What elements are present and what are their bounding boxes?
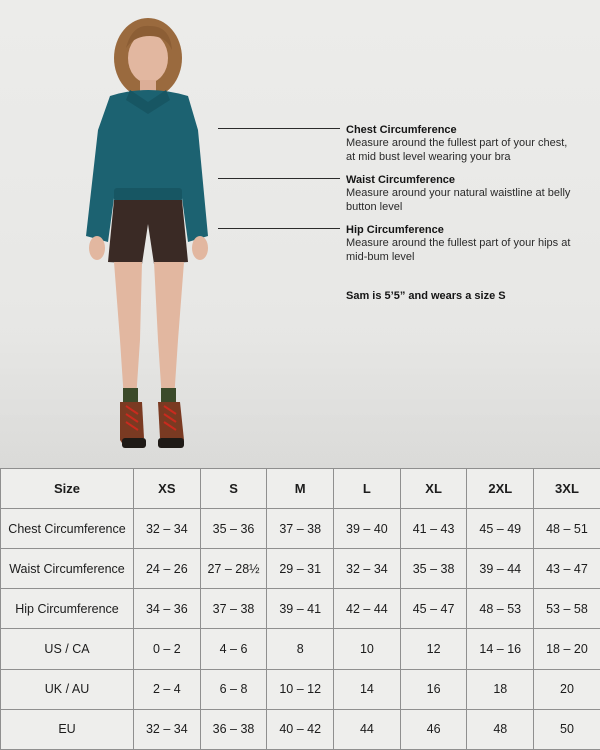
table-row-eu — [1, 709, 600, 749]
table-cell: 46 — [400, 709, 467, 749]
row-label: Hip Circumference — [1, 589, 134, 629]
table-row-us-ca — [1, 629, 600, 669]
row-label: Chest Circumference — [1, 509, 134, 549]
size-header-row — [1, 469, 600, 509]
waist-callout-title: Waist Circumference — [346, 174, 456, 186]
table-cell: 39 – 40 — [334, 509, 401, 549]
hip-callout-title: Hip Circumference — [346, 224, 444, 236]
table-cell: 36 – 38 — [200, 709, 267, 749]
chest-callout-title: Chest Circumference — [346, 124, 457, 136]
table-cell: 2 – 4 — [134, 669, 201, 709]
model-figure — [70, 10, 240, 460]
header-xl: XL — [400, 469, 467, 509]
table-cell: 45 – 47 — [400, 589, 467, 629]
table-cell: 44 — [334, 709, 401, 749]
header-m: M — [267, 469, 334, 509]
waist-callout-desc: Measure around your natural waistline at belly button level — [346, 187, 571, 213]
table-cell: 20 — [534, 669, 600, 709]
waist-callout — [346, 173, 576, 214]
header-l: L — [334, 469, 401, 509]
table-row-chest — [1, 509, 600, 549]
table-cell: 16 — [400, 669, 467, 709]
table-cell: 40 – 42 — [267, 709, 334, 749]
header-3xl: 3XL — [534, 469, 600, 509]
chest-callout-desc: Measure around the fullest part of your chest, at mid bust level wearing your bra — [346, 137, 568, 163]
hip-callout — [346, 223, 576, 264]
size-chart-table — [0, 468, 600, 750]
table-cell: 32 – 34 — [134, 509, 201, 549]
table-cell: 37 – 38 — [267, 509, 334, 549]
table-cell: 34 – 36 — [134, 589, 201, 629]
header-xs: XS — [134, 469, 201, 509]
table-cell: 35 – 36 — [200, 509, 267, 549]
row-label: US / CA — [1, 629, 134, 669]
header-2xl: 2XL — [467, 469, 534, 509]
table-cell: 12 — [400, 629, 467, 669]
table-cell: 18 – 20 — [534, 629, 600, 669]
table-cell: 48 – 53 — [467, 589, 534, 629]
table-cell: 27 – 28½ — [200, 549, 267, 589]
model-size-note: Sam is 5’5” and wears a size S — [346, 290, 506, 302]
row-label: UK / AU — [1, 669, 134, 709]
table-cell: 39 – 44 — [467, 549, 534, 589]
table-cell: 48 – 51 — [534, 509, 600, 549]
table-cell: 29 – 31 — [267, 549, 334, 589]
table-cell: 32 – 34 — [134, 709, 201, 749]
table-cell: 53 – 58 — [534, 589, 600, 629]
table-cell: 18 — [467, 669, 534, 709]
hip-callout-line — [218, 228, 340, 229]
row-label: EU — [1, 709, 134, 749]
table-cell: 10 — [334, 629, 401, 669]
table-row-hip — [1, 589, 600, 629]
table-cell: 50 — [534, 709, 600, 749]
table-cell: 4 – 6 — [200, 629, 267, 669]
table-cell: 43 – 47 — [534, 549, 600, 589]
table-cell: 8 — [267, 629, 334, 669]
table-cell: 35 – 38 — [400, 549, 467, 589]
row-label: Waist Circumference — [1, 549, 134, 589]
table-cell: 42 – 44 — [334, 589, 401, 629]
table-cell: 41 – 43 — [400, 509, 467, 549]
table-cell: 39 – 41 — [267, 589, 334, 629]
table-cell: 37 – 38 — [200, 589, 267, 629]
table-cell: 6 – 8 — [200, 669, 267, 709]
table-cell: 14 — [334, 669, 401, 709]
table-cell: 32 – 34 — [334, 549, 401, 589]
table-cell: 14 – 16 — [467, 629, 534, 669]
header-size: Size — [1, 469, 134, 509]
table-cell: 24 – 26 — [134, 549, 201, 589]
chest-callout — [346, 123, 576, 164]
hip-callout-desc: Measure around the fullest part of your hips at mid-bum level — [346, 237, 571, 263]
table-row-waist — [1, 549, 600, 589]
chest-callout-line — [218, 128, 340, 129]
waist-callout-line — [218, 178, 340, 179]
table-cell: 48 — [467, 709, 534, 749]
header-s: S — [200, 469, 267, 509]
table-row-uk-au — [1, 669, 600, 709]
table-cell: 10 – 12 — [267, 669, 334, 709]
table-cell: 0 – 2 — [134, 629, 201, 669]
table-cell: 45 – 49 — [467, 509, 534, 549]
